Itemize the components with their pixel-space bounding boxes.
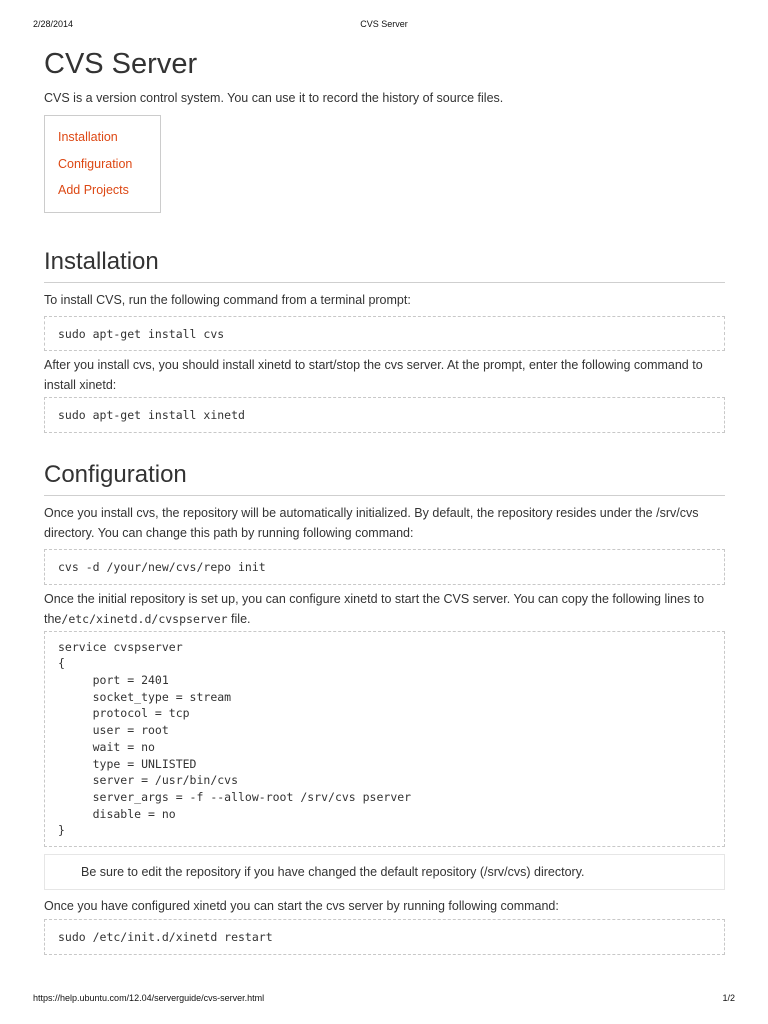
toc-link-configuration[interactable]: Configuration [58,156,133,171]
installation-xinetd-paragraph: After you install cvs, you should install xinetd to start/stop the cvs server. At the prompt, enter the following command to install xinetd: [44,358,703,393]
code-block-install-cvs: sudo apt-get install cvs [44,316,725,352]
print-header [33,19,735,33]
table-of-contents [44,115,161,213]
note-box: Be sure to edit the repository if you have changed the default repository (/srv/cvs) directory. [44,854,725,890]
configuration-paragraph: Once you install cvs, the repository will be automatically initialized. By default, the repository resides under the /srv/cvs directory. You can change this path by running following command: [44,505,699,540]
print-footer [33,993,735,1007]
code-block-install-xinetd: sudo apt-get install xinetd [44,397,725,433]
configuration-xinetd-text-end: file. [227,611,251,626]
configuration-xinetd-paragraph [44,589,725,629]
code-block-xinetd-restart: sudo /etc/init.d/xinetd restart [44,919,725,955]
inline-code-path: /etc/xinetd.d/cvspserver [61,611,228,626]
page-content [44,46,725,955]
toc-link-installation[interactable]: Installation [58,130,118,144]
page-number: 1/2 [722,993,735,1003]
installation-paragraph: To install CVS, run the following command from a terminal prompt: [44,292,411,307]
page-title: CVS Server [44,48,198,80]
code-block-cvspserver-config: service cvspserver { port = 2401 socket_type = stream protocol = tcp user = root wait = no type = UNLISTED server = /usr/bin/cvs server_args = -f --allow-root /srv/cvs pserver disable = no } [44,631,725,847]
code-block-cvs-init: cvs -d /your/new/cvs/repo init [44,549,725,585]
print-url: https://help.ubuntu.com/12.04/serverguide/cvs-server.html [33,993,265,1003]
print-title: CVS Server [360,19,408,29]
print-date: 2/28/2014 [33,19,74,29]
section-heading-configuration: Configuration [44,459,725,496]
intro-text: CVS is a version control system. You can use it to record the history of source files. [44,91,504,105]
section-heading-installation: Installation [44,246,725,283]
configuration-xinetd-text: Once the initial repository is set up, you can configure xinetd to start the CVS server. You can copy the following lines to the [44,591,705,626]
toc-link-add-projects[interactable]: Add Projects [58,183,129,197]
restart-paragraph: Once you have configured xinetd you can start the cvs server by running following command: [44,899,559,914]
